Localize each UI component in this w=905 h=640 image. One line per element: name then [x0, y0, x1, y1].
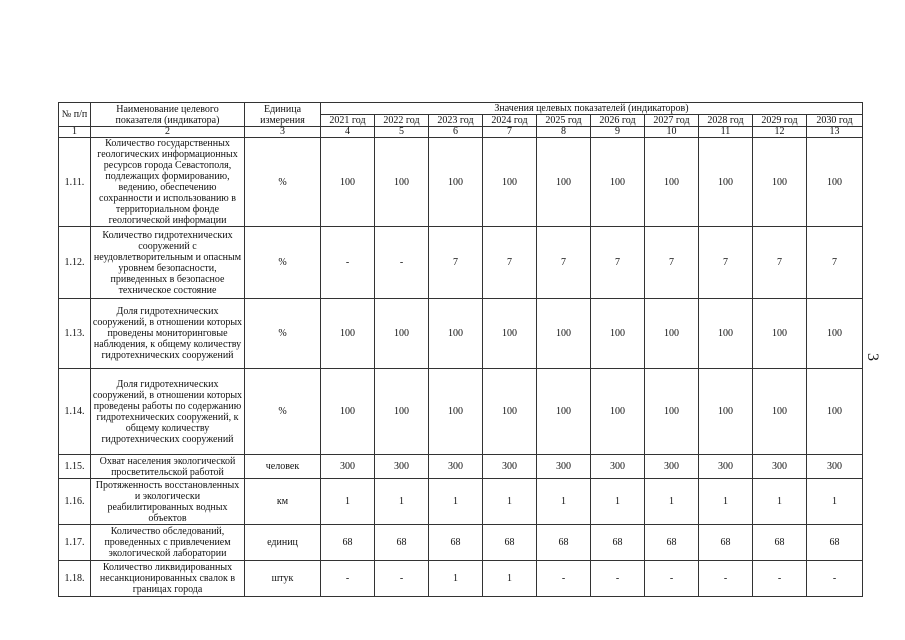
unit-cell: %: [245, 369, 321, 455]
column-index: 11: [699, 127, 753, 138]
value-cell: 100: [645, 138, 699, 227]
value-cell: 100: [321, 369, 375, 455]
value-cell: 100: [321, 138, 375, 227]
unit-cell: %: [245, 227, 321, 299]
value-cell: 1: [699, 479, 753, 525]
value-cell: 300: [483, 455, 537, 479]
row-number: 1.11.: [59, 138, 91, 227]
column-index: 10: [645, 127, 699, 138]
year-header: 2028 год: [699, 115, 753, 127]
value-cell: -: [537, 561, 591, 597]
table-row: [59, 227, 863, 299]
unit-cell: штук: [245, 561, 321, 597]
value-cell: 100: [753, 299, 807, 369]
table-row: [59, 525, 863, 561]
indicator-name: Количество гидротехнических сооружений с неудовлетворительным и опасным уровнем безопасности, приведенных в безопасное техническое состояние: [91, 227, 245, 299]
value-cell: 1: [321, 479, 375, 525]
value-cell: -: [375, 227, 429, 299]
value-cell: 100: [483, 299, 537, 369]
value-cell: 68: [753, 525, 807, 561]
value-cell: 100: [591, 138, 645, 227]
indicator-name: Количество ликвидированных несанкционированных свалок в границах города: [91, 561, 245, 597]
row-number: 1.14.: [59, 369, 91, 455]
indicator-name: Протяженность восстановленных и экологически реабилитированных водных объектов: [91, 479, 245, 525]
page-number: 3: [864, 353, 881, 361]
value-cell: 100: [483, 369, 537, 455]
value-cell: 1: [591, 479, 645, 525]
column-index: 5: [375, 127, 429, 138]
unit-cell: км: [245, 479, 321, 525]
value-cell: 68: [645, 525, 699, 561]
value-cell: 100: [807, 299, 863, 369]
value-cell: 1: [483, 479, 537, 525]
value-cell: 1: [429, 479, 483, 525]
year-header: 2025 год: [537, 115, 591, 127]
column-index: 12: [753, 127, 807, 138]
year-header: 2029 год: [753, 115, 807, 127]
column-index: 7: [483, 127, 537, 138]
indicator-name: Доля гидротехнических сооружений, в отношении которых проведены работы по содержанию гидротехнических сооружений, к общему количеству гидротехнических сооружений: [91, 369, 245, 455]
indicator-name: Охват населения экологической просветительской работой: [91, 455, 245, 479]
column-index: 3: [245, 127, 321, 138]
value-cell: 68: [375, 525, 429, 561]
value-cell: 100: [429, 138, 483, 227]
value-cell: 68: [699, 525, 753, 561]
column-index: 9: [591, 127, 645, 138]
value-cell: 68: [321, 525, 375, 561]
table-row: [59, 561, 863, 597]
table-row: [59, 479, 863, 525]
value-cell: 300: [753, 455, 807, 479]
year-header: 2022 год: [375, 115, 429, 127]
year-header: 2030 год: [807, 115, 863, 127]
table-row: [59, 455, 863, 479]
column-index: 6: [429, 127, 483, 138]
table-row: [59, 369, 863, 455]
value-cell: 7: [483, 227, 537, 299]
value-cell: 100: [375, 138, 429, 227]
value-cell: 100: [429, 299, 483, 369]
row-number: 1.15.: [59, 455, 91, 479]
value-cell: -: [645, 561, 699, 597]
value-cell: 300: [591, 455, 645, 479]
value-cell: 7: [591, 227, 645, 299]
value-cell: 68: [807, 525, 863, 561]
indicator-name: Доля гидротехнических сооружений, в отношении которых проведены мониторинговые наблюдения, к общему количеству гидротехнических сооружений: [91, 299, 245, 369]
value-cell: 68: [537, 525, 591, 561]
value-cell: 7: [807, 227, 863, 299]
value-cell: 300: [321, 455, 375, 479]
table-row: [59, 138, 863, 227]
column-index: 4: [321, 127, 375, 138]
year-header: 2021 год: [321, 115, 375, 127]
indicator-name: Количество обследований, проведенных с привлечением экологической лаборатории: [91, 525, 245, 561]
value-cell: 68: [483, 525, 537, 561]
value-cell: 300: [429, 455, 483, 479]
value-cell: 100: [699, 299, 753, 369]
value-cell: 300: [645, 455, 699, 479]
value-cell: 100: [537, 369, 591, 455]
unit-cell: %: [245, 138, 321, 227]
value-cell: 100: [537, 299, 591, 369]
row-number: 1.13.: [59, 299, 91, 369]
value-cell: 100: [591, 369, 645, 455]
value-cell: 1: [429, 561, 483, 597]
row-number: 1.18.: [59, 561, 91, 597]
indicator-name: Количество государственных геологических информационных ресурсов города Севастополя, подлежащих формированию, ведению, обеспечению сохранности и использованию в территориальном фонде геологической информации: [91, 138, 245, 227]
value-cell: 100: [375, 299, 429, 369]
value-cell: 100: [321, 299, 375, 369]
value-cell: 1: [807, 479, 863, 525]
header-values: Значения целевых показателей (индикаторов): [321, 103, 863, 115]
table-row: [59, 299, 863, 369]
value-cell: 100: [537, 138, 591, 227]
value-cell: 7: [537, 227, 591, 299]
value-cell: -: [375, 561, 429, 597]
value-cell: 300: [807, 455, 863, 479]
value-cell: 1: [537, 479, 591, 525]
unit-cell: единиц: [245, 525, 321, 561]
value-cell: -: [591, 561, 645, 597]
value-cell: -: [699, 561, 753, 597]
value-cell: 100: [753, 369, 807, 455]
year-header: 2023 год: [429, 115, 483, 127]
value-cell: 68: [429, 525, 483, 561]
year-header: 2024 год: [483, 115, 537, 127]
value-cell: -: [321, 561, 375, 597]
unit-cell: %: [245, 299, 321, 369]
row-number: 1.17.: [59, 525, 91, 561]
column-index: 8: [537, 127, 591, 138]
header-num: № п/п: [59, 103, 91, 127]
year-header: 2027 год: [645, 115, 699, 127]
row-number: 1.16.: [59, 479, 91, 525]
unit-cell: человек: [245, 455, 321, 479]
value-cell: 100: [483, 138, 537, 227]
value-cell: -: [753, 561, 807, 597]
value-cell: -: [321, 227, 375, 299]
column-index: 2: [91, 127, 245, 138]
value-cell: 100: [429, 369, 483, 455]
value-cell: 1: [645, 479, 699, 525]
value-cell: 7: [753, 227, 807, 299]
indicators-table: [58, 102, 863, 597]
column-index: 1: [59, 127, 91, 138]
value-cell: 300: [537, 455, 591, 479]
value-cell: 7: [429, 227, 483, 299]
year-header: 2026 год: [591, 115, 645, 127]
row-number: 1.12.: [59, 227, 91, 299]
value-cell: -: [807, 561, 863, 597]
value-cell: 100: [753, 138, 807, 227]
value-cell: 100: [699, 138, 753, 227]
header-name: Наименование целевого показателя (индикатора): [91, 103, 245, 127]
value-cell: 100: [645, 299, 699, 369]
value-cell: 7: [699, 227, 753, 299]
column-index: 13: [807, 127, 863, 138]
value-cell: 1: [483, 561, 537, 597]
value-cell: 1: [375, 479, 429, 525]
value-cell: 300: [699, 455, 753, 479]
header-unit: Единица измерения: [245, 103, 321, 127]
value-cell: 7: [645, 227, 699, 299]
value-cell: 300: [375, 455, 429, 479]
value-cell: 100: [699, 369, 753, 455]
value-cell: 100: [807, 138, 863, 227]
value-cell: 100: [591, 299, 645, 369]
value-cell: 1: [753, 479, 807, 525]
value-cell: 100: [375, 369, 429, 455]
value-cell: 68: [591, 525, 645, 561]
value-cell: 100: [645, 369, 699, 455]
value-cell: 100: [807, 369, 863, 455]
